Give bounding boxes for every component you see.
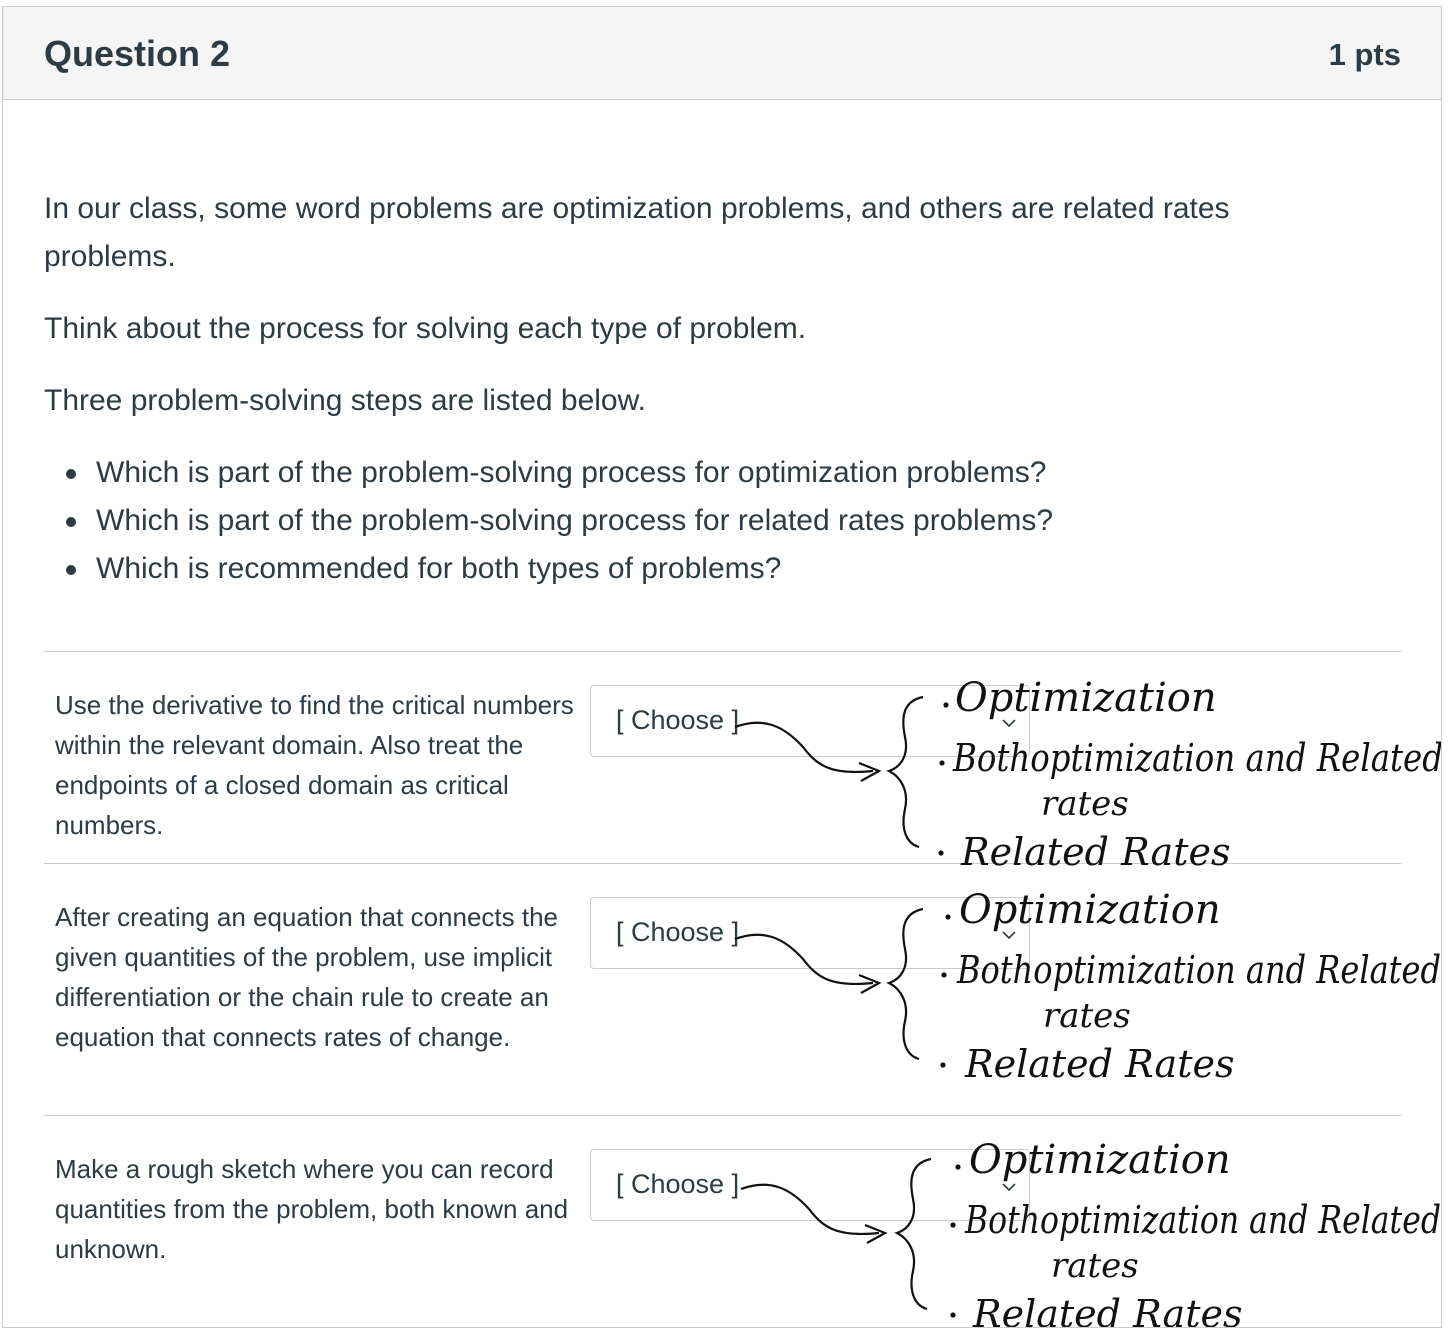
- question-paragraph: In our class, some word problems are optimization problems, and others are related rates problems.: [44, 192, 1230, 273]
- handwritten-option: Bothoptimization and Related: [964, 1198, 1441, 1242]
- question-header: [3, 7, 1441, 100]
- brace-icon: [889, 909, 923, 1059]
- match-prompt: Use the derivative to find the critical numbers within the relevant domain. Also treat the endpoints of a closed domain as critical numbers.: [55, 690, 574, 840]
- handwritten-option: Optimization: [955, 675, 1217, 721]
- handwritten-annotation: [733, 879, 1442, 1079]
- list-item: [44, 497, 1053, 545]
- question-card: [2, 6, 1442, 1328]
- handwritten-option: Optimization: [969, 1137, 1231, 1183]
- question-points: 1 pts: [1328, 37, 1401, 72]
- arrow-icon: [735, 935, 873, 984]
- handwritten-option: rates: [1043, 996, 1131, 1036]
- handwritten-option: Optimization: [959, 887, 1221, 933]
- question-bullet-list: [44, 449, 1053, 593]
- select-value: [ Choose ]: [616, 705, 740, 735]
- select-value: [ Choose ]: [616, 917, 740, 947]
- list-item: [44, 545, 1053, 593]
- divider: [44, 1115, 1402, 1116]
- bullet-icon: [66, 469, 76, 479]
- question-paragraph: Three problem-solving steps are listed below.: [44, 384, 646, 417]
- handwritten-option: rates: [1041, 784, 1129, 824]
- list-item: [44, 449, 1053, 497]
- list-item-text: Which is part of the problem-solving process for optimization problems?: [96, 456, 1047, 489]
- handwritten-option: Bothoptimization and Related: [952, 736, 1443, 780]
- bullet-icon: [66, 565, 76, 575]
- match-prompt: Make a rough sketch where you can record quantities from the problem, both known and unknown.: [55, 1154, 569, 1264]
- list-item-text: Which is recommended for both types of problems?: [96, 552, 782, 585]
- handwritten-option: Related Rates: [973, 1292, 1243, 1329]
- match-prompt: After creating an equation that connects the given quantities of the problem, use implicit differentiation or the chain rule to create an equation that connects rates of change.: [55, 902, 559, 1052]
- divider: [44, 651, 1402, 652]
- handwritten-annotation: [733, 1129, 1442, 1328]
- handwritten-option: rates: [1051, 1246, 1139, 1286]
- handwritten-option: Related Rates: [961, 830, 1231, 867]
- question-title: Question 2: [44, 33, 231, 74]
- select-value: [ Choose ]: [616, 1169, 740, 1199]
- handwritten-option: Bothoptimization and Related: [956, 948, 1441, 992]
- list-item-text: Which is part of the problem-solving process for related rates problems?: [96, 504, 1054, 537]
- arrow-icon: [741, 1185, 879, 1234]
- bullet-icon: [66, 517, 76, 527]
- handwritten-option: Related Rates: [965, 1042, 1235, 1079]
- brace-icon: [897, 1159, 931, 1309]
- handwritten-annotation: [733, 667, 1442, 867]
- arrow-icon: [735, 723, 873, 772]
- brace-icon: [889, 697, 923, 847]
- question-paragraph: Think about the process for solving each type of problem.: [44, 312, 807, 345]
